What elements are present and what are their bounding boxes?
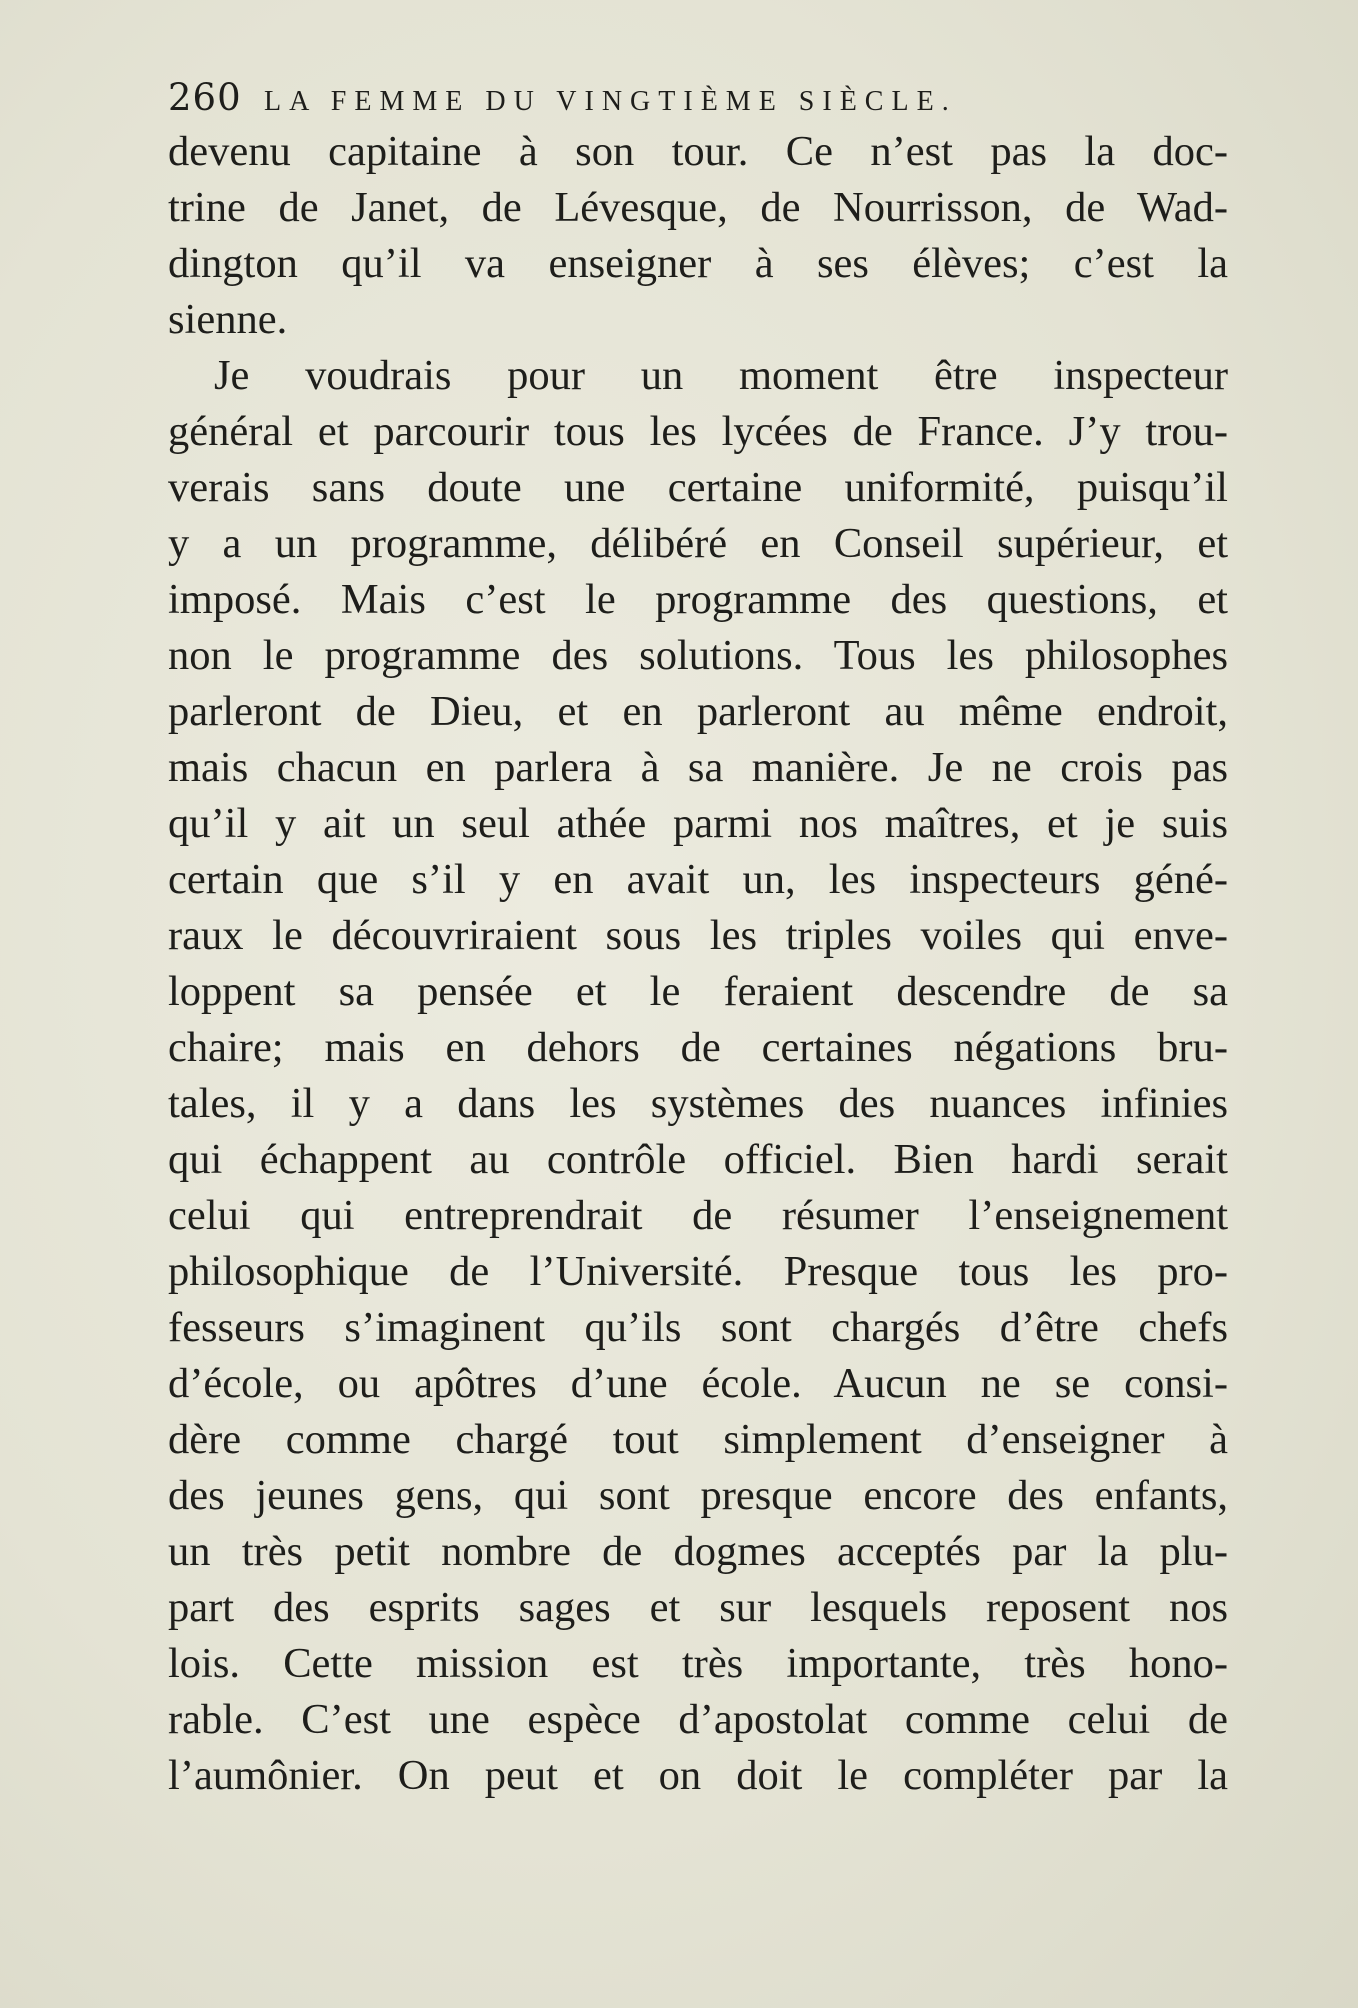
- text-line: l’aumônier. On peut et on doit le compléter par la: [168, 1752, 1228, 1799]
- body-text: [168, 124, 1228, 1804]
- text-line: philosophique de l’Université. Presque tous les pro-: [168, 1248, 1228, 1295]
- text-line: certain que s’il y en avait un, les inspecteurs géné-: [168, 856, 1228, 903]
- text-line: verais sans doute une certaine uniformité, puisqu’il: [168, 464, 1228, 511]
- paragraph-1: [168, 124, 1228, 348]
- text-line: dington qu’il va enseigner à ses élèves; c’est la: [168, 240, 1228, 287]
- text-line: dère comme chargé tout simplement d’enseigner à: [168, 1416, 1228, 1463]
- text-line: loppent sa pensée et le feraient descendre de sa: [168, 968, 1228, 1015]
- text-line: trine de Janet, de Lévesque, de Nourrisson, de Wad-: [168, 184, 1228, 231]
- page-number: 260: [168, 76, 242, 119]
- text-line: Je voudrais pour un moment être inspecteur: [214, 352, 1228, 399]
- text-line: d’école, ou apôtres d’une école. Aucun ne se consi-: [168, 1360, 1228, 1407]
- text-line: raux le découvriraient sous les triples voiles qui enve-: [168, 912, 1228, 959]
- text-line: parleront de Dieu, et en parleront au même endroit,: [168, 688, 1228, 735]
- text-line: part des esprits sages et sur lesquels reposent nos: [168, 1584, 1228, 1631]
- text-line: y a un programme, délibéré en Conseil supérieur, et: [168, 520, 1228, 567]
- text-line: qu’il y ait un seul athée parmi nos maîtres, et je suis: [168, 800, 1228, 847]
- text-line: fesseurs s’imaginent qu’ils sont chargés d’être chefs: [168, 1304, 1228, 1351]
- text-line: sienne.: [168, 296, 288, 343]
- text-line: qui échappent au contrôle officiel. Bien hardi serait: [168, 1136, 1228, 1183]
- paragraph-2: [168, 348, 1228, 1804]
- text-line: lois. Cette mission est très importante, très hono-: [168, 1640, 1228, 1687]
- running-head: [168, 76, 1228, 119]
- text-line: tales, il y a dans les systèmes des nuances infinies: [168, 1080, 1228, 1127]
- text-line: celui qui entreprendrait de résumer l’enseignement: [168, 1192, 1228, 1239]
- text-line: mais chacun en parlera à sa manière. Je ne crois pas: [168, 744, 1228, 791]
- book-page: [168, 76, 1228, 1804]
- running-title: LA FEMME DU VINGTIÈME SIÈCLE.: [264, 86, 957, 117]
- text-line: un très petit nombre de dogmes acceptés par la plu-: [168, 1528, 1228, 1575]
- text-line: imposé. Mais c’est le programme des questions, et: [168, 576, 1228, 623]
- text-line: non le programme des solutions. Tous les philosophes: [168, 632, 1228, 679]
- text-line: des jeunes gens, qui sont presque encore des enfants,: [168, 1472, 1228, 1519]
- text-line: rable. C’est une espèce d’apostolat comme celui de: [168, 1696, 1228, 1743]
- text-line: devenu capitaine à son tour. Ce n’est pas la doc-: [168, 128, 1228, 175]
- text-line: chaire; mais en dehors de certaines négations bru-: [168, 1024, 1228, 1071]
- text-line: général et parcourir tous les lycées de France. J’y trou-: [168, 408, 1228, 455]
